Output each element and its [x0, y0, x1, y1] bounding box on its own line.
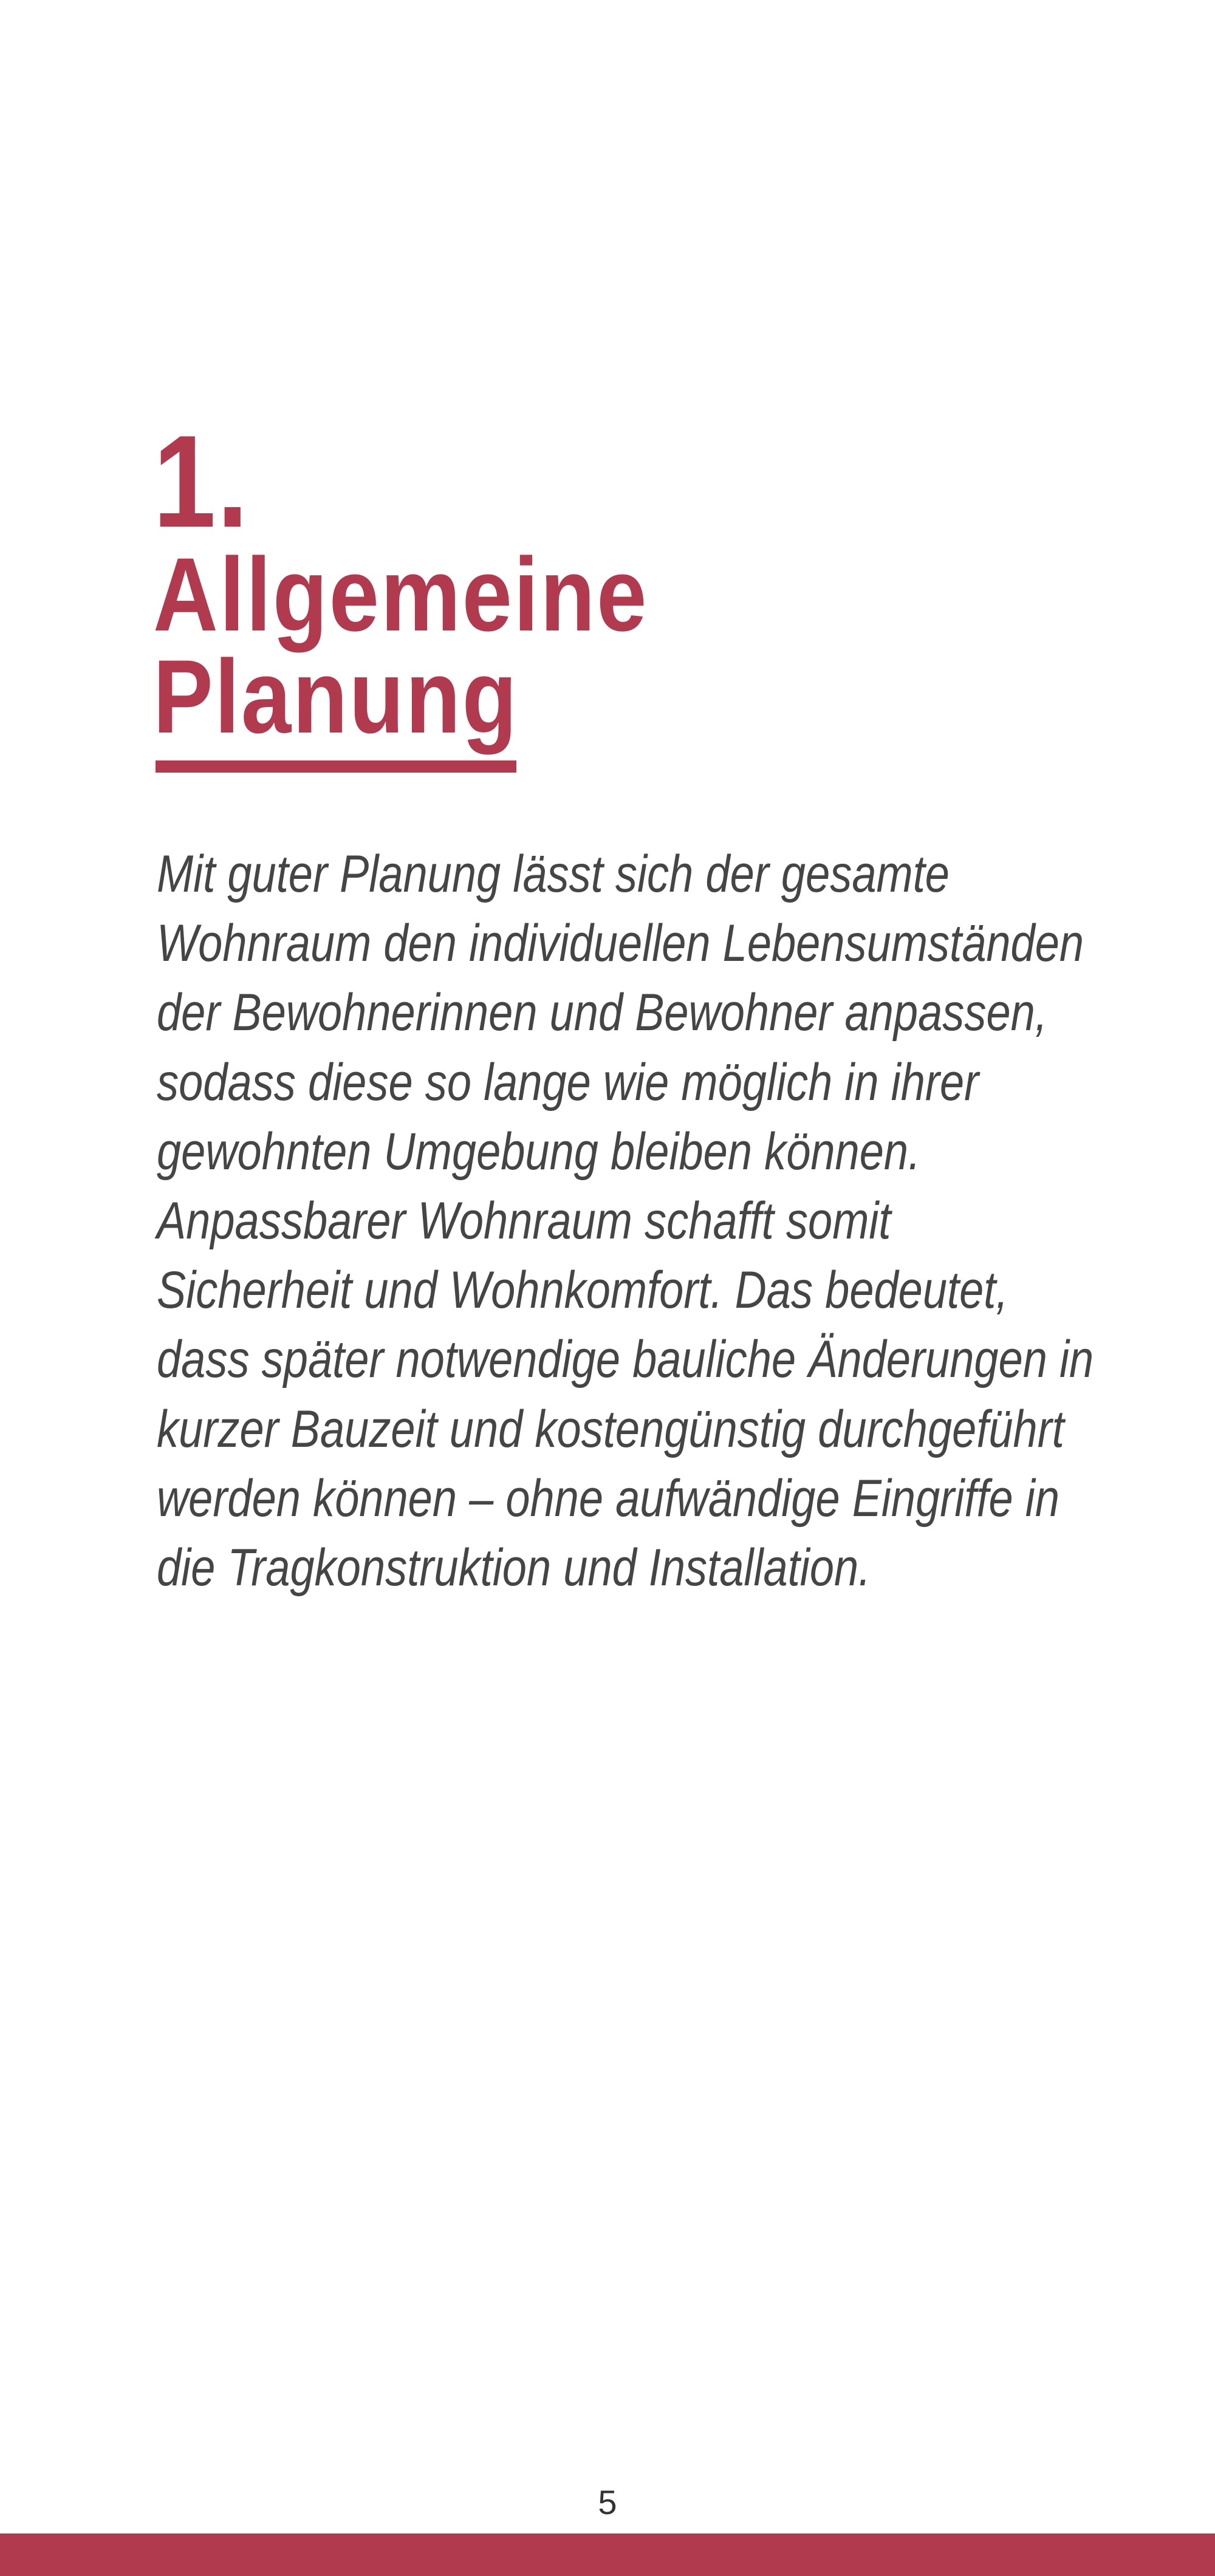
body-line: Mit guter Planung lässt sich der gesamte [157, 845, 950, 903]
body-line: Anpassbarer Wohnraum schafft somit [157, 1192, 891, 1251]
body-line: Sicherheit und Wohnkomfort. Das bedeutet, [157, 1261, 1008, 1320]
page-number: 5 [598, 2483, 617, 2521]
body-line: gewohnten Umgebung bleiben können. [157, 1122, 921, 1181]
body-line: kurzer Bauzeit und kostengünstig durchgeführt [157, 1399, 1064, 1458]
section-heading [153, 408, 885, 755]
heading-underline [156, 760, 516, 773]
section-number: 1. [153, 408, 250, 555]
body-line: werden können – ohne aufwändige Eingriffe in [157, 1469, 1059, 1528]
section-title-line-1: Allgemeine [153, 536, 648, 653]
body-line: Wohnraum den individuellen Lebensumständen [157, 914, 1084, 973]
body-line: die Tragkonstruktion und Installation. [157, 1539, 871, 1597]
body-line: dass später notwendige bauliche Änderungen in [157, 1330, 1094, 1389]
body-line: der Bewohnerinnen und Bewohner anpassen, [157, 983, 1047, 1042]
section-title-line-2: Planung [153, 638, 519, 755]
body-line: sodass diese so lange wie möglich in ihrer [157, 1053, 979, 1112]
body-paragraph [157, 839, 1094, 1602]
footer-bar [0, 2533, 1215, 2576]
